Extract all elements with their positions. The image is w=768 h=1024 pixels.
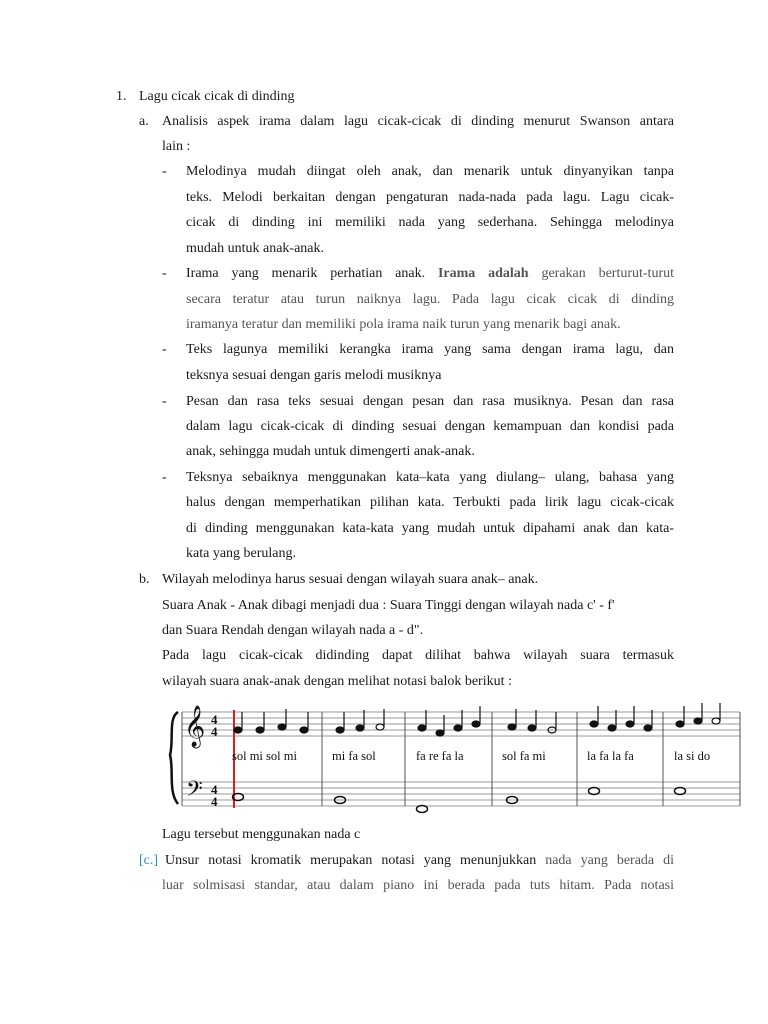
grey-text: nada yang berada di bbox=[545, 853, 675, 868]
brace bbox=[170, 712, 178, 804]
bullet-line: Melodinya mudah diingat oleh anak, dan menarik untuk dinyanyikan tanpa bbox=[186, 164, 674, 179]
bullet-line: cicak di dinding ini memiliki nada yang sederhana. Sehingga melodinya bbox=[186, 215, 674, 230]
time-sig-top: 4 bbox=[211, 712, 218, 727]
paragraph-line: lain : bbox=[162, 139, 191, 154]
lyric-measure: sol mi sol mi bbox=[232, 749, 297, 763]
bullet-marker: - bbox=[162, 470, 167, 485]
time-sig-bottom: 4 bbox=[211, 794, 218, 809]
bullet-text: Irama yang menarik perhatian anak. bbox=[186, 266, 426, 281]
bass-staff bbox=[182, 782, 740, 806]
lyric-measure: fa re fa la bbox=[416, 749, 464, 763]
bullet-line: teks. Melodi berkaitan dengan pengaturan nada-nada pada lagu. Lagu cicak- bbox=[186, 190, 674, 205]
bass-clef: 𝄢 bbox=[186, 777, 203, 806]
bullet-marker: - bbox=[162, 164, 167, 179]
treble-clef: 𝄞 bbox=[184, 706, 206, 746]
bullet-line: anak, sehingga mudah untuk dimengerti anak-anak. bbox=[186, 444, 475, 459]
time-sig-bottom: 4 bbox=[211, 782, 218, 797]
paragraph-line: luar solmisasi standar, atau dalam piano ini berada pada tuts hitam. Pada notasi bbox=[162, 878, 674, 893]
bullet-line: di dinding menggunakan kata-kata yang mudah untuk dipahami anak dan kata- bbox=[186, 521, 674, 536]
bold-term: Irama adalah bbox=[437, 266, 529, 281]
paragraph-line: Analisis aspek irama dalam lagu cicak-cicak di dinding menurut Swanson antara bbox=[162, 114, 674, 129]
list-marker-a: a. bbox=[139, 114, 149, 129]
bullet-line: secara teratur atau turun naiknya lagu. Pada lagu cicak cicak di dinding bbox=[186, 292, 674, 307]
bullet-line: kata yang berulang. bbox=[186, 546, 297, 561]
lyrics bbox=[232, 749, 710, 763]
bullet-marker: - bbox=[162, 394, 167, 409]
paragraph-line: Suara Anak - Anak dibagi menjadi dua : Suara Tinggi dengan wilayah nada c' - f' bbox=[162, 598, 615, 613]
paragraph-line: Pada lagu cicak-cicak didinding dapat dilihat bahwa wilayah suara termasuk bbox=[162, 648, 674, 663]
bullet-marker: - bbox=[162, 266, 167, 281]
bullet-line: Teksnya sebaiknya menggunakan kata–kata yang diulang– ulang, bahasa yang bbox=[186, 470, 674, 485]
bullet-line: iramanya teratur dan memiliki pola irama naik turun yang menarik bagi anak. bbox=[186, 317, 621, 332]
paragraph-text: Unsur notasi kromatik merupakan notasi yang menunjukkan bbox=[165, 853, 537, 868]
treble-staff bbox=[182, 712, 740, 736]
bullet-line: halus dengan memperhatikan pilihan kata. Terbukti pada lirik lagu cicak-cicak bbox=[186, 495, 674, 510]
bullet-marker: - bbox=[162, 342, 167, 357]
bullet-line-mixed bbox=[186, 265, 674, 283]
grey-text: gerakan berturut-turut bbox=[541, 266, 675, 281]
paragraph-line: Wilayah melodinya harus sesuai dengan wilayah suara anak– anak. bbox=[162, 572, 539, 587]
treble-notes bbox=[234, 703, 720, 736]
bullet-line: Teks lagunya memiliki kerangka irama yang sama dengan irama lagu, dan bbox=[186, 342, 674, 357]
lyric-measure: la fa la fa bbox=[587, 749, 634, 763]
bullet-line: teksnya sesuai dengan garis melodi musiknya bbox=[186, 368, 442, 383]
bullet-line: dalam lagu cicak-cicak di dinding sesuai dengan kemampuan dan kondisi pada bbox=[186, 419, 674, 434]
bullet-line: Pesan dan rasa teks sesuai dengan pesan dan rasa musiknya. Pesan dan rasa bbox=[186, 394, 674, 409]
lyric-measure: la si do bbox=[674, 749, 711, 763]
time-sig-top: 4 bbox=[211, 724, 218, 739]
paragraph-line: wilayah suara anak-anak dengan melihat notasi balok berikut : bbox=[162, 674, 512, 689]
lyric-measure: mi fa sol bbox=[332, 749, 376, 763]
list-marker-b: b. bbox=[139, 572, 150, 587]
paragraph-line: dan Suara Rendah dengan wilayah nada a - d". bbox=[162, 623, 424, 638]
lyric-measure: sol fa mi bbox=[502, 749, 546, 763]
bullet-line: mudah untuk anak-anak. bbox=[186, 241, 325, 256]
list-number: 1. bbox=[116, 89, 127, 104]
section-title: Lagu cicak cicak di dinding bbox=[139, 89, 295, 104]
paragraph-line-mixed bbox=[165, 852, 674, 870]
list-marker-c: [c.] bbox=[139, 853, 159, 868]
music-score bbox=[160, 700, 745, 815]
paragraph-line: Lagu tersebut menggunakan nada c bbox=[162, 827, 361, 842]
